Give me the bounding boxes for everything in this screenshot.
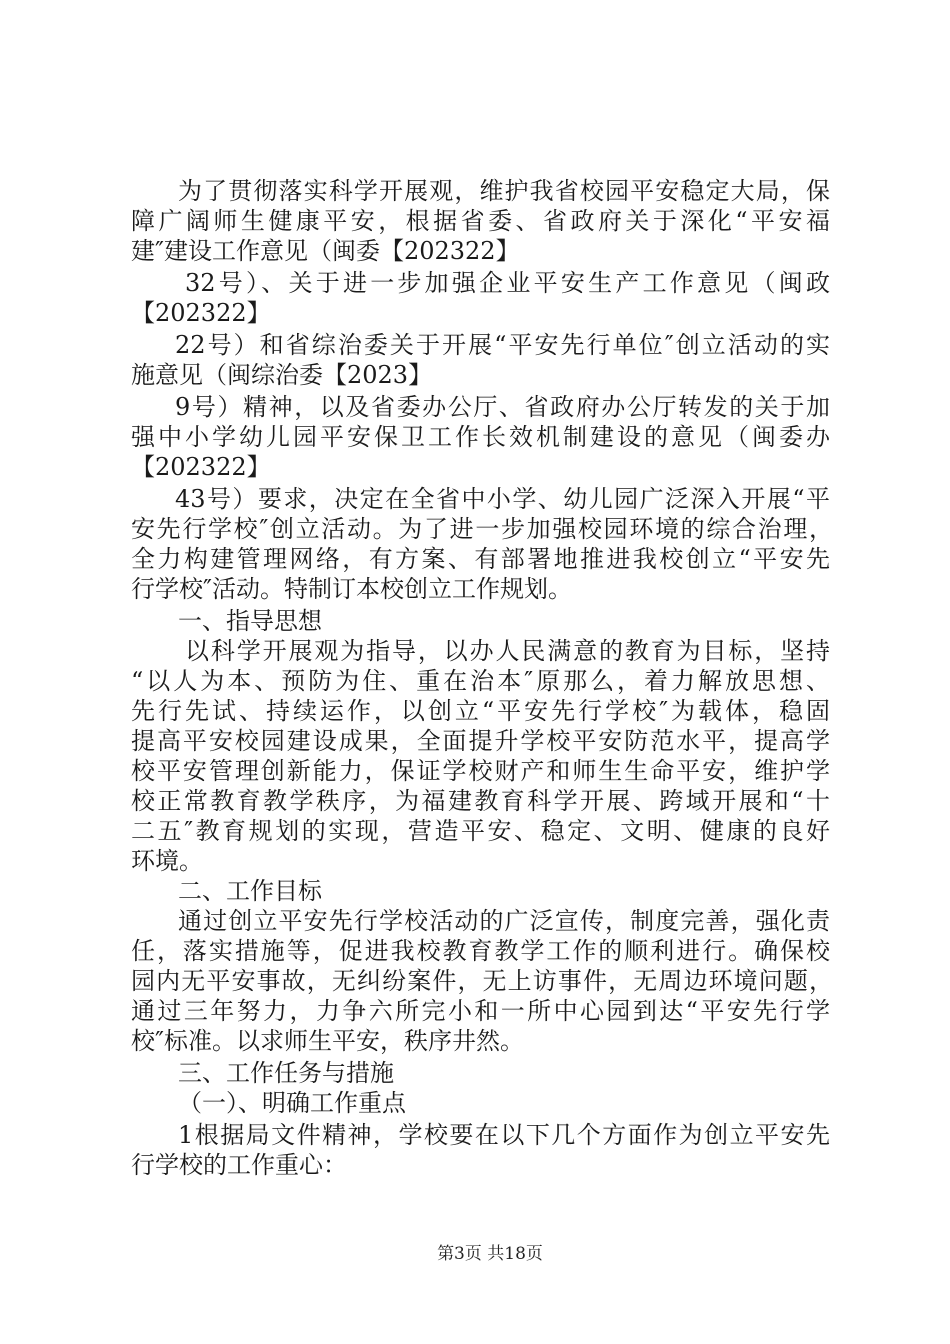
body-line: 二五″教育规划的实现，营造平安、稳定、文明、健康的良好 (131, 817, 830, 845)
body-line: 园内无平安事故，无纠纷案件，无上访事件，无周边环境问题， (131, 967, 833, 995)
body-line: 安先行学校″创立活动。为了进一步加强校园环境的综合治理， (131, 515, 833, 543)
page-footer: 第3页 共18页 (437, 1244, 543, 1264)
section-heading: 二、工作目标 (178, 877, 322, 905)
body-line: 32号）、关于进一步加强企业平安生产工作意见（闽政 (185, 269, 830, 297)
body-line: 环境。 (131, 847, 203, 875)
body-line: 障广阔师生健康平安，根据省委、省政府关于深化“平安福 (131, 207, 830, 235)
body-line: 先行先试、持续运作，以创立“平安先行学校″为载体，稳固 (131, 697, 830, 725)
body-line: 全力构建管理网络，有方案、有部署地推进我校创立“平安先 (131, 545, 830, 573)
body-line: 43号）要求，决定在全省中小学、幼儿园广泛深入开展“平 (175, 485, 830, 513)
subsection-heading: （一）、明确工作重点 (178, 1089, 406, 1117)
section-heading: 一、指导思想 (178, 607, 322, 635)
body-line: 任，落实措施等，促进我校教育教学工作的顺利进行。确保校 (131, 937, 830, 965)
body-line: 【202322】 (131, 299, 271, 327)
body-line: 行学校的工作重心： (131, 1151, 347, 1179)
body-line: 以科学开展观为指导，以办人民满意的教育为目标，坚持 (185, 637, 830, 665)
body-line: 校正常教育教学秩序，为福建教育科学开展、跨域开展和“十 (131, 787, 830, 815)
body-line: 强中小学幼儿园平安保卫工作长效机制建设的意见（闽委办 (131, 423, 830, 451)
body-line: 提高平安校园建设成果，全面提升学校平安防范水平，提高学 (131, 727, 830, 755)
body-line: 为了贯彻落实科学开展观，维护我省校园平安稳定大局，保 (178, 177, 830, 205)
body-line: 22号）和省综治委关于开展“平安先行单位″创立活动的实 (175, 331, 830, 359)
body-line: 【202322】 (131, 453, 271, 481)
body-line: 建″建设工作意见（闽委【202322】 (131, 237, 520, 265)
body-line: 校平安管理创新能力，保证学校财产和师生生命平安，维护学 (131, 757, 830, 785)
body-line: 施意见（闽综治委【2023】 (131, 361, 433, 389)
body-line: 行学校″活动。特制订本校创立工作规划。 (131, 575, 572, 603)
body-line: 9号）精神，以及省委办公厅、省政府办公厅转发的关于加 (175, 393, 830, 421)
body-line: “以人为本、预防为住、重在治本″原那么，着力解放思想、 (131, 667, 830, 695)
body-line: 校″标准。以求师生平安，秩序井然。 (131, 1027, 524, 1055)
section-heading: 三、工作任务与措施 (178, 1059, 394, 1087)
body-line: 通过三年努力，力争六所完小和一所中心园到达“平安先行学 (131, 997, 830, 1025)
body-line: 通过创立平安先行学校活动的广泛宣传，制度完善，强化责 (178, 907, 830, 935)
body-line: 1根据局文件精神，学校要在以下几个方面作为创立平安先 (178, 1121, 830, 1149)
